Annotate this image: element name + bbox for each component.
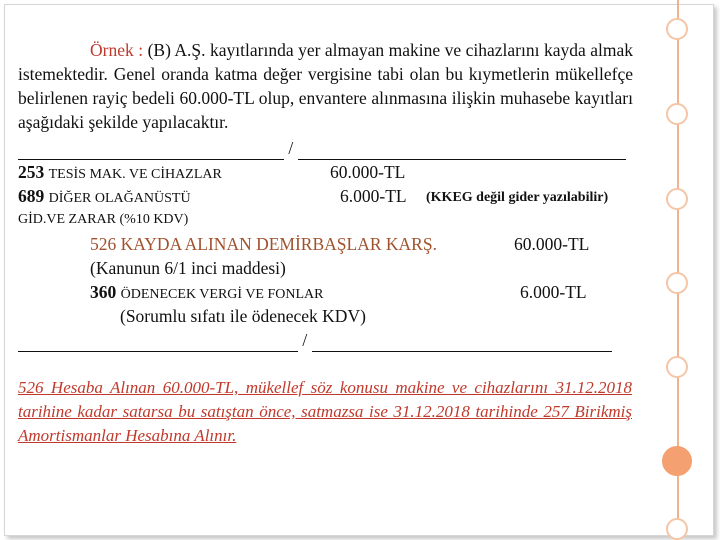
debit-row [18,160,633,184]
account-code: 360 [90,282,117,302]
decorative-rail [658,0,698,540]
credit-subtitle [18,256,633,280]
example-label: Örnek : [90,40,144,60]
account-name-continued: GİD.VE ZARAR (%10 KDV) [18,212,189,227]
amount: 6.000-TL [340,186,407,206]
slide-content [18,38,633,352]
footnote: 526 Hesaba Alınan 60.000-TL, mükellef söz konusu makine ve cihazlarını 31.12.2018 tarihine kadar satarsa bu satıştan önce, satmazsa ise 31.12.2018 tarihinde 257 Birikmiş Amortismanlar Hesabına Alınır. [18,378,632,445]
credit-sub: (Sorumlu sıfatı ile ödenecek KDV) [120,306,366,326]
debit-row-continued [18,208,633,232]
entry-footer-rule [18,328,633,352]
account-code: 689 [18,186,45,206]
kkeg-note: (KKEG değil gider yazılabilir) [426,190,609,205]
account-name: TESİS MAK. VE CİHAZLAR [48,167,222,182]
rail-dot-filled-icon [662,446,692,476]
rule-right [312,337,612,352]
account-code: 253 [18,162,45,182]
intro-text: (B) A.Ş. kayıtlarında yer almayan makine ve cihazlarını kayda almak istemektedir. Genel oranda katma değer vergisine tabi olan bu kıymetlerin mükellefçe belirlenen rayiç bedeli 60.000-TL olup, envantere alınmasına ilişkin muhasebe kayıtları aşağıdaki şekilde yapılacaktır. [18,40,633,132]
account-name: KAYDA ALINAN DEMİRBAŞLAR KARŞ. [120,234,437,254]
credit-sub: (Kanunun 6/1 inci maddesi) [90,258,286,278]
credit-row [18,280,633,304]
amount: 6.000-TL [520,282,587,302]
rule-left [18,145,284,160]
intro-paragraph [18,38,633,134]
rail-dot-icon [666,518,688,540]
credit-subtitle [18,304,633,328]
rule-right [298,145,626,160]
rail-dot-icon [666,18,688,40]
rail-dot-icon [666,272,688,294]
separator: / [288,138,294,158]
entry-header-rule [18,136,633,160]
debit-row [18,184,633,208]
account-name: ÖDENECEK VERGİ VE FONLAR [120,287,324,302]
credit-row [18,232,633,256]
rail-dot-icon [666,103,688,125]
rail-dot-icon [666,356,688,378]
rule-left [18,337,298,352]
amount: 60.000-TL [514,234,590,254]
amount: 60.000-TL [330,162,406,182]
rail-dot-icon [666,188,688,210]
separator: / [302,330,308,350]
account-name: DİĞER OLAĞANÜSTÜ [48,191,191,206]
account-code: 526 [90,234,117,254]
